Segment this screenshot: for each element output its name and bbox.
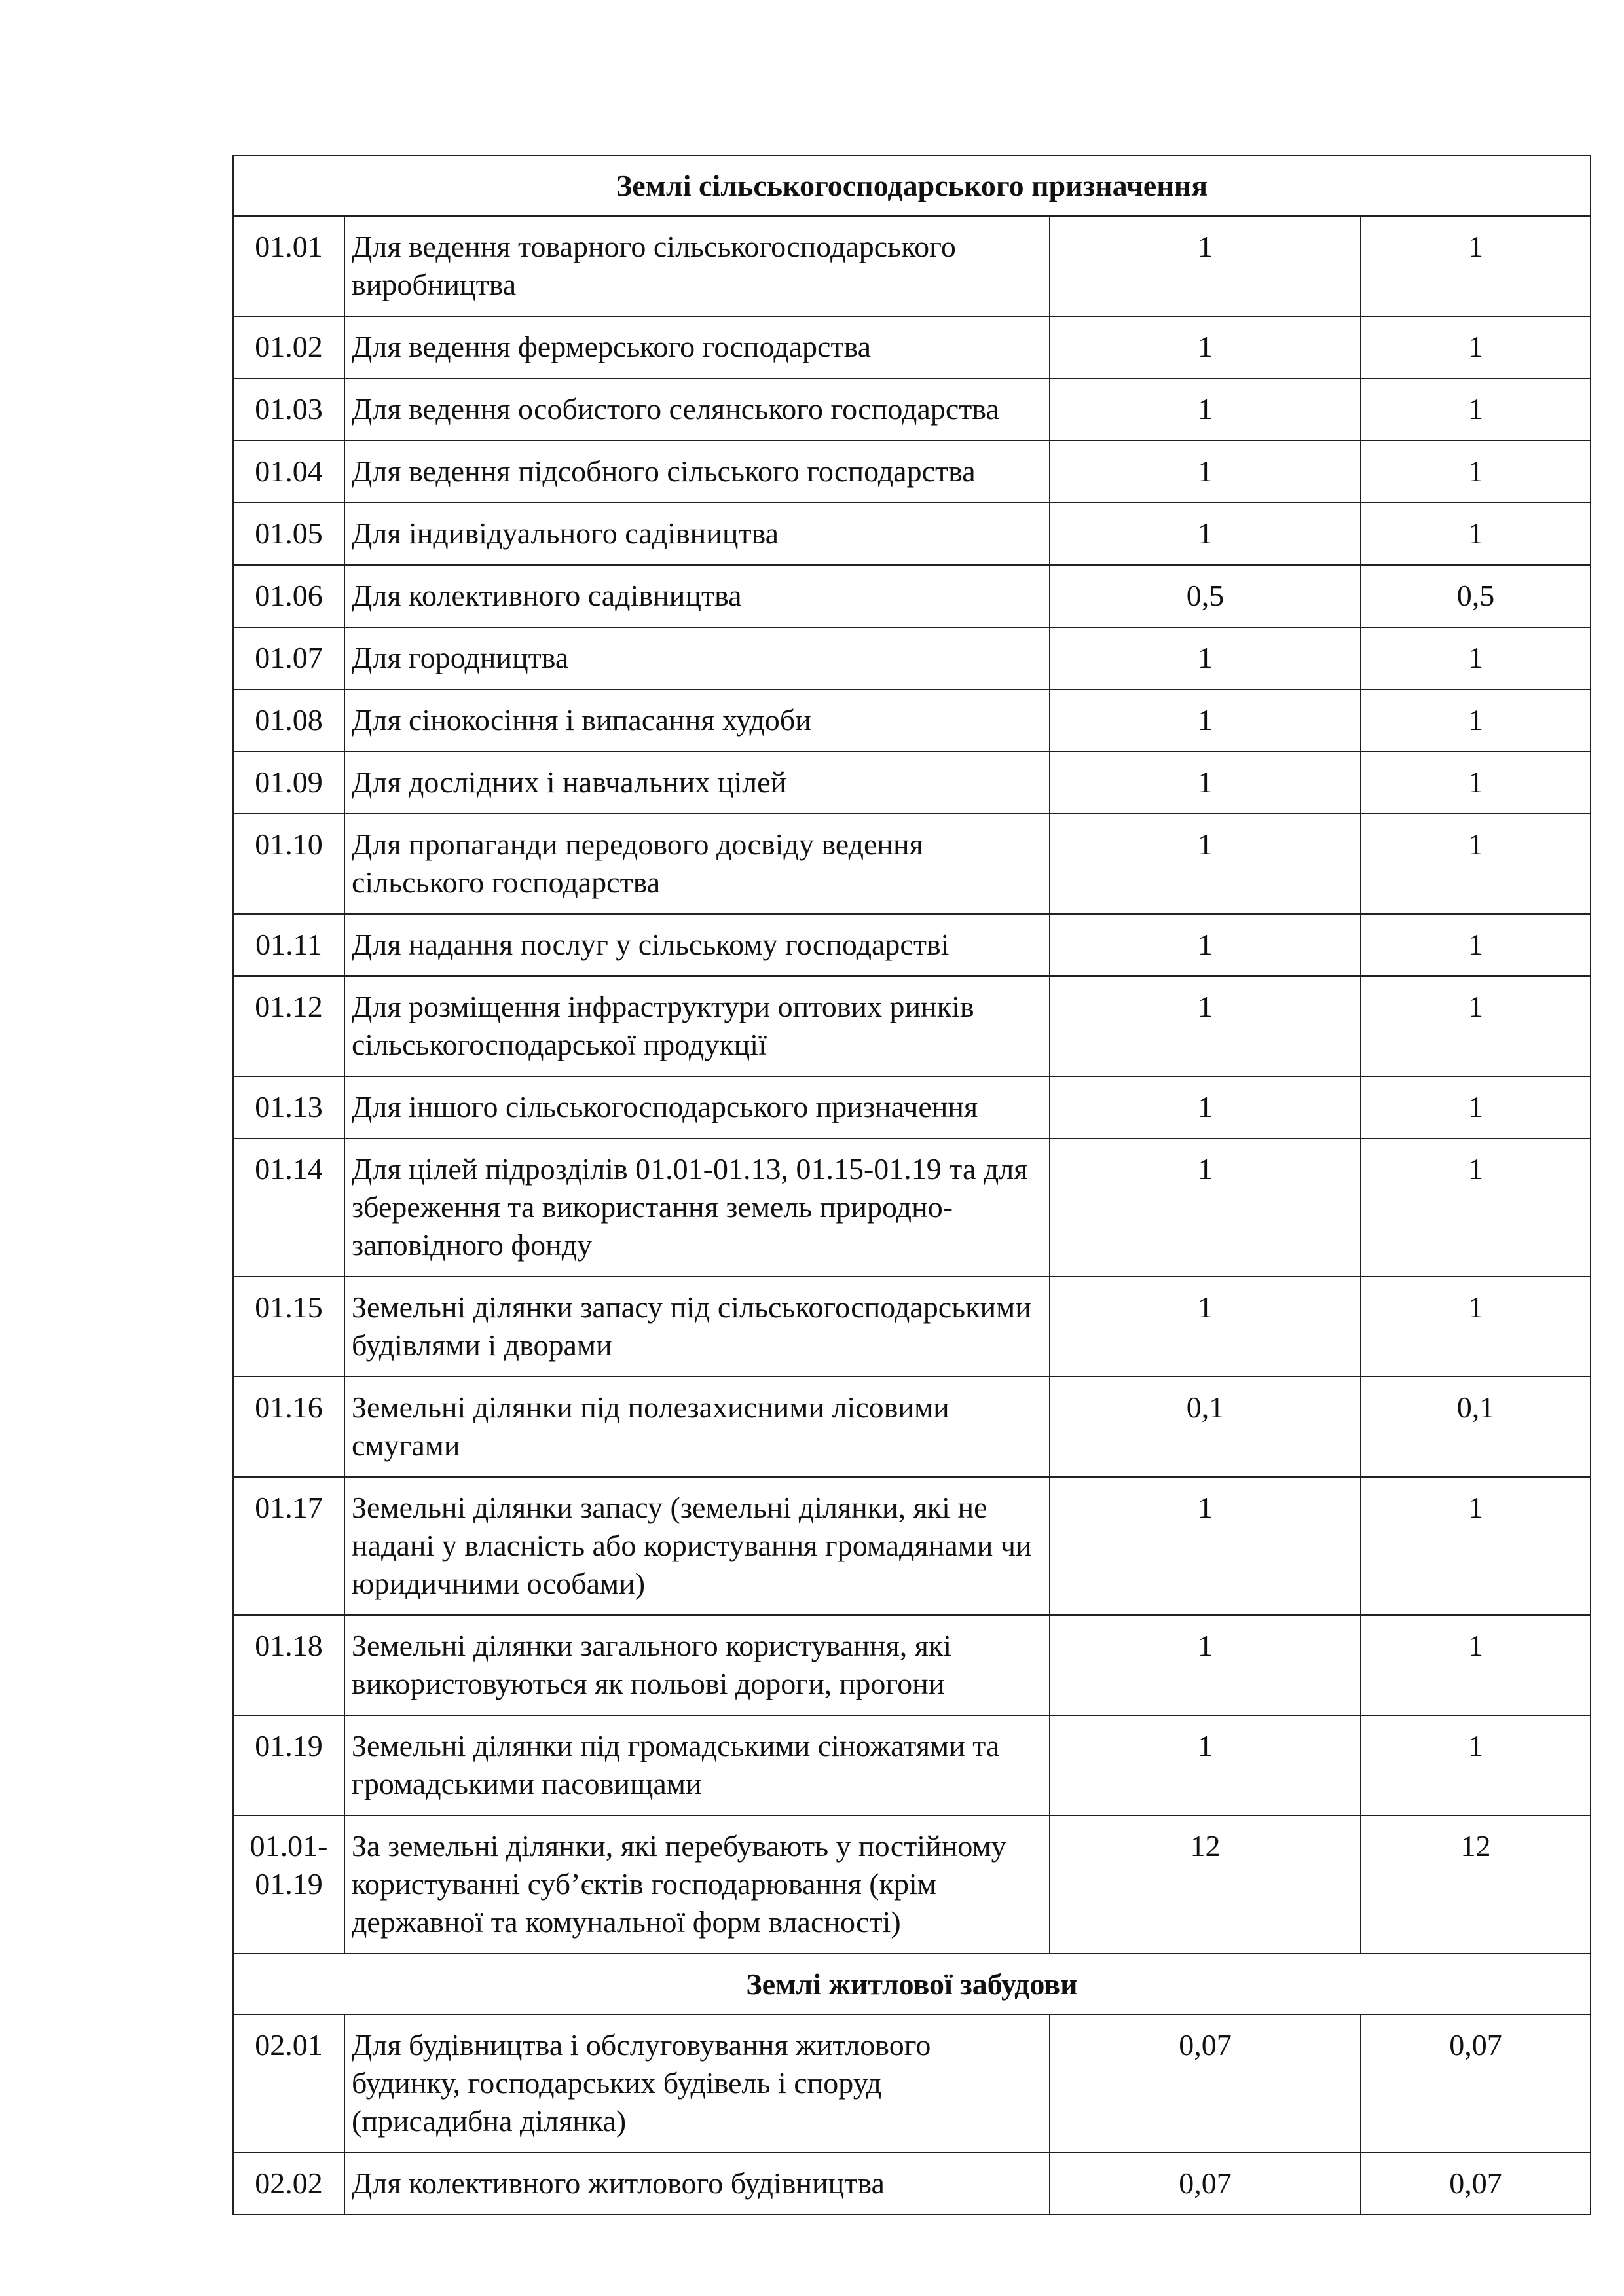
purpose-cell: Земельні ділянки запасу (земельні ділянки, які не надані у власність або користування громадянами чи юридичними особами) xyxy=(344,1477,1050,1615)
rate-cell-2: 0,5 xyxy=(1361,565,1591,627)
table-row xyxy=(233,378,1591,441)
rate-cell-1: 0,5 xyxy=(1050,565,1361,627)
code-cell: 01.06 xyxy=(233,565,344,627)
rate-cell-2: 1 xyxy=(1361,976,1591,1076)
rate-cell-2: 1 xyxy=(1361,441,1591,503)
table-row xyxy=(233,216,1591,316)
rate-cell-1: 1 xyxy=(1050,316,1361,378)
section-title: Землі сільськогосподарського призначення xyxy=(233,155,1591,216)
rate-cell-1: 1 xyxy=(1050,1076,1361,1139)
purpose-cell: Земельні ділянки під полезахисними лісовими смугами xyxy=(344,1377,1050,1477)
table-row xyxy=(233,1715,1591,1815)
rate-cell-1: 1 xyxy=(1050,976,1361,1076)
code-cell: 01.11 xyxy=(233,914,344,976)
table-row xyxy=(233,1477,1591,1615)
rate-cell-2: 1 xyxy=(1361,378,1591,441)
purpose-cell: Для надання послуг у сільському господарстві xyxy=(344,914,1050,976)
code-cell: 01.07 xyxy=(233,627,344,689)
rate-cell-1: 1 xyxy=(1050,1715,1361,1815)
purpose-cell: Для ведення підсобного сільського господарства xyxy=(344,441,1050,503)
code-cell: 01.02 xyxy=(233,316,344,378)
rate-cell-2: 1 xyxy=(1361,914,1591,976)
rate-cell-1: 0,1 xyxy=(1050,1377,1361,1477)
purpose-cell: Для ведення фермерського господарства xyxy=(344,316,1050,378)
purpose-cell: Для колективного садівництва xyxy=(344,565,1050,627)
code-cell: 01.03 xyxy=(233,378,344,441)
table-row xyxy=(233,1377,1591,1477)
purpose-cell: За земельні ділянки, які перебувають у постійному користуванні суб’єктів господарювання (крім державної та комунальної форм власності) xyxy=(344,1815,1050,1954)
purpose-cell: Для сінокосіння і випасання худоби xyxy=(344,689,1050,752)
purpose-cell: Для колективного житлового будівництва xyxy=(344,2153,1050,2215)
code-cell: 01.12 xyxy=(233,976,344,1076)
table-row xyxy=(233,565,1591,627)
rate-cell-2: 1 xyxy=(1361,627,1591,689)
code-cell: 01.01-01.19 xyxy=(233,1815,344,1954)
code-cell: 01.09 xyxy=(233,752,344,814)
rate-cell-2: 0,07 xyxy=(1361,2014,1591,2153)
purpose-cell: Для дослідних і навчальних цілей xyxy=(344,752,1050,814)
purpose-cell: Для ведення особистого селянського господарства xyxy=(344,378,1050,441)
rate-cell-1: 1 xyxy=(1050,441,1361,503)
rate-cell-1: 1 xyxy=(1050,503,1361,565)
code-cell: 02.02 xyxy=(233,2153,344,2215)
rate-cell-1: 1 xyxy=(1050,1477,1361,1615)
code-cell: 01.01 xyxy=(233,216,344,316)
purpose-cell: Для пропаганди передового досвіду ведення сільського господарства xyxy=(344,814,1050,914)
rate-cell-1: 1 xyxy=(1050,814,1361,914)
rate-cell-2: 1 xyxy=(1361,752,1591,814)
table-row xyxy=(233,814,1591,914)
rate-cell-2: 1 xyxy=(1361,814,1591,914)
code-cell: 02.01 xyxy=(233,2014,344,2153)
land-tax-rates-table xyxy=(232,155,1591,2215)
table-row xyxy=(233,2014,1591,2153)
rate-cell-1: 12 xyxy=(1050,1815,1361,1954)
rate-cell-2: 1 xyxy=(1361,689,1591,752)
table-row xyxy=(233,1615,1591,1715)
table-row xyxy=(233,914,1591,976)
table-body xyxy=(233,155,1591,2215)
rate-cell-2: 1 xyxy=(1361,503,1591,565)
rate-cell-1: 1 xyxy=(1050,914,1361,976)
code-cell: 01.08 xyxy=(233,689,344,752)
purpose-cell: Для індивідуального садівництва xyxy=(344,503,1050,565)
code-cell: 01.10 xyxy=(233,814,344,914)
purpose-cell: Для цілей підрозділів 01.01-01.13, 01.15-01.19 та для збереження та використання земель природно-заповідного фонду xyxy=(344,1139,1050,1277)
rate-cell-2: 1 xyxy=(1361,1477,1591,1615)
rate-cell-2: 1 xyxy=(1361,1615,1591,1715)
code-cell: 01.17 xyxy=(233,1477,344,1615)
rate-cell-1: 1 xyxy=(1050,689,1361,752)
purpose-cell: Для розміщення інфраструктури оптових ринків сільськогосподарської продукції xyxy=(344,976,1050,1076)
rate-cell-2: 1 xyxy=(1361,1277,1591,1377)
purpose-cell: Для ведення товарного сільськогосподарського виробництва xyxy=(344,216,1050,316)
rate-cell-1: 1 xyxy=(1050,1615,1361,1715)
purpose-cell: Для городництва xyxy=(344,627,1050,689)
code-cell: 01.19 xyxy=(233,1715,344,1815)
rate-cell-2: 0,07 xyxy=(1361,2153,1591,2215)
table-row xyxy=(233,1139,1591,1277)
code-cell: 01.04 xyxy=(233,441,344,503)
purpose-cell: Для будівництва і обслуговування житлового будинку, господарських будівель і споруд (присадибна ділянка) xyxy=(344,2014,1050,2153)
table-row xyxy=(233,441,1591,503)
rate-cell-2: 1 xyxy=(1361,216,1591,316)
purpose-cell: Земельні ділянки під громадськими сіножатями та громадськими пасовищами xyxy=(344,1715,1050,1815)
table-row xyxy=(233,1076,1591,1139)
rate-cell-2: 1 xyxy=(1361,316,1591,378)
rate-cell-1: 1 xyxy=(1050,627,1361,689)
rate-cell-2: 0,1 xyxy=(1361,1377,1591,1477)
rate-cell-2: 1 xyxy=(1361,1715,1591,1815)
purpose-cell: Земельні ділянки запасу під сільськогосподарськими будівлями і дворами xyxy=(344,1277,1050,1377)
code-cell: 01.18 xyxy=(233,1615,344,1715)
purpose-cell: Для іншого сільськогосподарського призначення xyxy=(344,1076,1050,1139)
rate-cell-2: 12 xyxy=(1361,1815,1591,1954)
rate-cell-1: 1 xyxy=(1050,1139,1361,1277)
table-row xyxy=(233,316,1591,378)
table-row xyxy=(233,627,1591,689)
code-cell: 01.13 xyxy=(233,1076,344,1139)
rate-cell-2: 1 xyxy=(1361,1139,1591,1277)
code-cell: 01.05 xyxy=(233,503,344,565)
table-row xyxy=(233,1277,1591,1377)
section-title: Землі житлової забудови xyxy=(233,1954,1591,2014)
rate-cell-1: 0,07 xyxy=(1050,2153,1361,2215)
rate-cell-1: 0,07 xyxy=(1050,2014,1361,2153)
table-row xyxy=(233,503,1591,565)
table-row xyxy=(233,689,1591,752)
code-cell: 01.15 xyxy=(233,1277,344,1377)
rate-cell-1: 1 xyxy=(1050,752,1361,814)
section-header-row xyxy=(233,155,1591,216)
rate-cell-1: 1 xyxy=(1050,1277,1361,1377)
table-row xyxy=(233,976,1591,1076)
rate-cell-1: 1 xyxy=(1050,216,1361,316)
code-cell: 01.14 xyxy=(233,1139,344,1277)
rate-cell-2: 1 xyxy=(1361,1076,1591,1139)
rate-cell-1: 1 xyxy=(1050,378,1361,441)
table-row xyxy=(233,2153,1591,2215)
code-cell: 01.16 xyxy=(233,1377,344,1477)
table-row xyxy=(233,752,1591,814)
table-row xyxy=(233,1815,1591,1954)
purpose-cell: Земельні ділянки загального користування, які використовуються як польові дороги, прогони xyxy=(344,1615,1050,1715)
section-header-row xyxy=(233,1954,1591,2014)
